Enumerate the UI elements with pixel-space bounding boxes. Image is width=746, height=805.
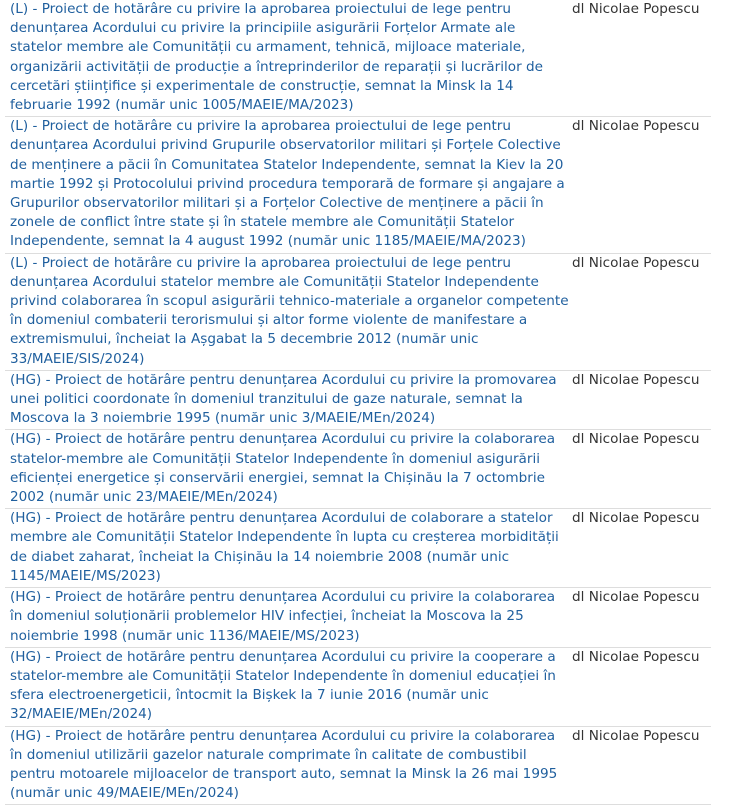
document-author: dl Nicolae Popescu xyxy=(569,588,711,648)
table-row xyxy=(5,370,711,430)
document-author: dl Nicolae Popescu xyxy=(569,253,711,370)
document-title-cell xyxy=(5,117,569,253)
documents-table xyxy=(5,0,711,805)
document-title-link[interactable]: (L) - Proiect de hotărâre cu privire la aprobarea proiectului de lege pentru denunțarea Acordului statelor membre ale Comunității Statelor Independente privind colaborarea în scopul asigurării tehnico-materiale a organelor competente în domeniul combaterii terorismului și altor forme violente de manifestare a extremismului, încheiat la Așgabat la 5 decembrie 2012 (număr unic 33/MAEIE/SIS/2024) xyxy=(10,254,569,367)
documents-table-body xyxy=(5,0,711,805)
document-title-link[interactable]: (HG) - Proiect de hotărâre pentru denunțarea Acordului cu privire la colaborarea statelor-membre ale Comunității Statelor Independente în domeniul asigurării eficienței energetice și conservării energiei, semnat la Chișinău la 7 octombrie 2002 (număr unic 23/MAEIE/MEn/2024) xyxy=(10,431,556,506)
document-title-cell xyxy=(5,0,569,117)
table-row xyxy=(5,647,711,726)
document-author: dl Nicolae Popescu xyxy=(569,509,711,588)
document-title-cell xyxy=(5,509,569,588)
table-row xyxy=(5,588,711,648)
document-title-cell xyxy=(5,370,569,430)
table-row xyxy=(5,430,711,509)
document-title-link[interactable]: (HG) - Proiect de hotărâre pentru denunțarea Acordului cu privire la colaborarea în domeniul soluționării problemelor HIV infecției, încheiat la Moscova la 25 noiembrie 1998 (număr unic 1136/MAEIE/MS/2023) xyxy=(10,589,556,644)
document-title-cell xyxy=(5,726,569,805)
document-author: dl Nicolae Popescu xyxy=(569,117,711,253)
document-title-link[interactable]: (HG) - Proiect de hotărâre pentru denunțarea Acordului de colaborare a statelor membre ale Comunității Statelor Independente în lupta cu creșterea morbidității de diabet zaharat, încheiat la Chișinău la 14 noiembrie 2008 (număr unic 1145/MAEIE/MS/2023) xyxy=(10,510,559,584)
document-author: dl Nicolae Popescu xyxy=(569,647,711,726)
document-title-cell xyxy=(5,253,569,370)
table-row xyxy=(5,117,711,253)
document-author: dl Nicolae Popescu xyxy=(569,0,711,117)
document-author: dl Nicolae Popescu xyxy=(569,370,711,430)
table-row xyxy=(5,0,711,117)
document-title-cell xyxy=(5,647,569,726)
table-row xyxy=(5,253,711,370)
document-author: dl Nicolae Popescu xyxy=(569,430,711,509)
document-title-link[interactable]: (L) - Proiect de hotărâre cu privire la aprobarea proiectului de lege pentru denunțarea Acordului privind Grupurile observatorilor militari și Forțele Colective de menținere a păcii în Comunitatea Statelor Independente, semnat la Kiev la 20 martie 1992 și Protocolului privind procedura temporară de formare și angajare a Grupurilor observatorilor militari și a Forțelor Colective de menținere a păcii în zonele de conflict între state și în statele membre ale Comunității Statelor Independente, semnat la 4 august 1992 (număr unic 1185/MAEIE/MA/2023) xyxy=(10,118,565,250)
document-title-link[interactable]: (L) - Proiect de hotărâre cu privire la aprobarea proiectului de lege pentru denunțarea Acordului cu privire la principiile asigurării Forțelor Armate ale statelor membre ale Comunității cu armament, tehnică, mijloace materiale, organizării activității de producție a întreprinderilor de reparații și lucrărilor de cercetări științifice și experimentale de construcție, semnat la Minsk la 14 februarie 1992 (număr unic 1005/MAEIE/MA/2023) xyxy=(10,1,543,114)
document-title-cell xyxy=(5,588,569,648)
document-title-cell xyxy=(5,430,569,509)
document-author: dl Nicolae Popescu xyxy=(569,726,711,805)
document-title-link[interactable]: (HG) - Proiect de hotărâre pentru denunțarea Acordului cu privire la colaborarea în domeniul utilizării gazelor naturale comprimate în calitate de combustibil pentru motoarele mijloacelor de transport auto, semnat la Minsk la 26 mai 1995 (număr unic 49/MAEIE/MEn/2024) xyxy=(10,727,558,802)
table-row xyxy=(5,509,711,588)
table-row xyxy=(5,726,711,805)
document-title-link[interactable]: (HG) - Proiect de hotărâre pentru denunțarea Acordului cu privire la promovarea unei politici coordonate în domeniul tranzitului de gaze naturale, semnat la Moscova la 3 noiembrie 1995 (număr unic 3/MAEIE/MEn/2024) xyxy=(10,371,557,427)
document-title-link[interactable]: (HG) - Proiect de hotărâre pentru denunțarea Acordului cu privire la cooperare a statelor-membre ale Comunității Statelor Independente în domeniul educației în sfera electroenergeticii, întocmit la Bișkek la 7 iunie 2016 (număr unic 32/MAEIE/MEn/2024) xyxy=(10,648,556,723)
